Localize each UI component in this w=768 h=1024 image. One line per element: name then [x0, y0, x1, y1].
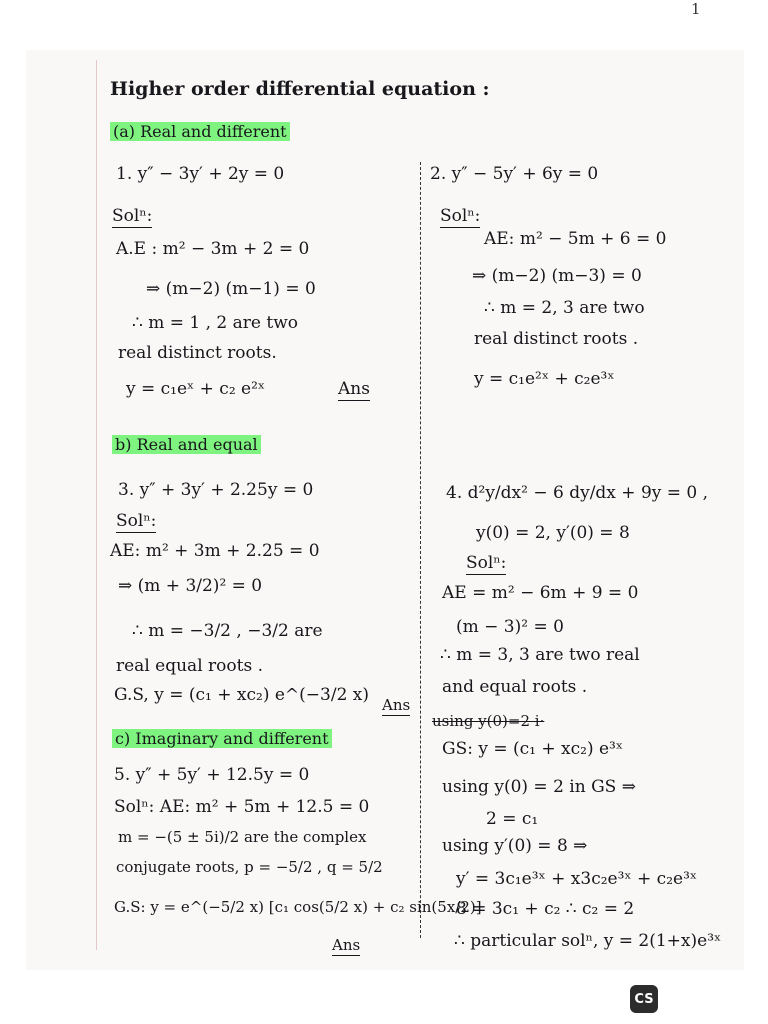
problem-3-ans-label: Ans: [382, 696, 411, 714]
margin-line: [96, 60, 97, 950]
problem-4-c1-value: 2 = c₁: [486, 809, 539, 829]
problem-4-struck-text: using y(0)=2 i·: [432, 712, 545, 730]
problem-4-roots: ∴ m = 3, 3 are two real: [440, 645, 640, 665]
problem-4-particular-solution: ∴ particular solⁿ, y = 2(1+x)e³ˣ: [454, 931, 722, 951]
problem-3-equation: 3. y″ + 3y′ + 2.25y = 0: [118, 480, 314, 500]
problem-4-factorization: (m − 3)² = 0: [456, 617, 564, 637]
problem-3-factorization: ⇒ (m + 3/2)² = 0: [118, 576, 263, 596]
problem-2-answer: y = c₁e²ˣ + c₂e³ˣ: [474, 369, 615, 389]
problem-4-apply-second-condition: using y′(0) = 8 ⇒: [442, 836, 588, 856]
section-heading-c: c) Imaginary and different: [112, 728, 332, 750]
problem-2-factorization: ⇒ (m−2) (m−3) = 0: [472, 266, 642, 286]
problem-5-roots: m = −(5 ± 5i)/2 are the complex: [118, 828, 367, 846]
problem-3-roots: ∴ m = −3/2 , −3/2 are: [132, 621, 323, 641]
problem-4-equation: 4. d²y/dx² − 6 dy/dx + 9y = 0 ,: [446, 483, 709, 503]
section-heading-b: b) Real and equal: [112, 434, 261, 456]
problem-3-general-solution: G.S, y = (c₁ + xc₂) e^(−3/2 x): [114, 685, 370, 705]
problem-1-answer: y = c₁eˣ + c₂ e²ˣ: [126, 379, 266, 399]
problem-1-auxiliary-equation: A.E : m² − 3m + 2 = 0: [116, 239, 310, 259]
problem-3-solution-label: Solⁿ:: [116, 511, 157, 531]
section-heading-a: (a) Real and different: [110, 121, 290, 143]
problem-3-roots-description: real equal roots .: [116, 656, 263, 676]
problem-5-general-solution: G.S: y = e^(−5/2 x) [c₁ cos(5/2 x) + c₂ sin(5x/2)]: [114, 898, 482, 916]
problem-1-roots-description: real distinct roots.: [118, 343, 277, 363]
problem-4-solution-label: Solⁿ:: [466, 553, 507, 573]
problem-1-solution-label: Solⁿ:: [112, 206, 153, 226]
problem-2-roots-description: real distinct roots .: [474, 329, 639, 349]
problem-4-initial-conditions: y(0) = 2, y′(0) = 8: [476, 523, 630, 543]
problem-5-ans-label: Ans: [332, 936, 361, 954]
problem-1-roots: ∴ m = 1 , 2 are two: [132, 313, 298, 333]
camscanner-logo: CS: [630, 985, 658, 1013]
column-divider: [420, 162, 421, 938]
problem-1-ans-label: Ans: [338, 379, 370, 399]
problem-4-c2-value: 8 = 3c₁ + c₂ ∴ c₂ = 2: [456, 899, 635, 919]
problem-2-auxiliary-equation: AE: m² − 5m + 6 = 0: [484, 229, 667, 249]
problem-4-apply-first-condition: using y(0) = 2 in GS ⇒: [442, 777, 636, 797]
problem-4-roots-description: and equal roots .: [442, 677, 588, 697]
problem-4-auxiliary-equation: AE = m² − 6m + 9 = 0: [442, 583, 639, 603]
problem-2-roots: ∴ m = 2, 3 are two: [484, 298, 645, 318]
problem-4-general-solution: GS: y = (c₁ + xc₂) e³ˣ: [442, 739, 624, 759]
problem-2-equation: 2. y″ − 5y′ + 6y = 0: [430, 164, 599, 184]
page-title: Higher order differential equation :: [110, 78, 490, 100]
problem-1-factorization: ⇒ (m−2) (m−1) = 0: [146, 279, 316, 299]
problem-3-auxiliary-equation: AE: m² + 3m + 2.25 = 0: [110, 541, 320, 561]
problem-4-derivative: y′ = 3c₁e³ˣ + x3c₂e³ˣ + c₂e³ˣ: [456, 869, 698, 889]
problem-2-solution-label: Solⁿ:: [440, 206, 481, 226]
problem-5-equation: 5. y″ + 5y′ + 12.5y = 0: [114, 765, 310, 785]
problem-1-equation: 1. y″ − 3y′ + 2y = 0: [116, 164, 285, 184]
problem-5-roots-description: conjugate roots, p = −5/2 , q = 5/2: [116, 858, 383, 876]
problem-5-auxiliary-equation: Solⁿ: AE: m² + 5m + 12.5 = 0: [114, 797, 370, 817]
page-number: 1: [691, 0, 701, 18]
